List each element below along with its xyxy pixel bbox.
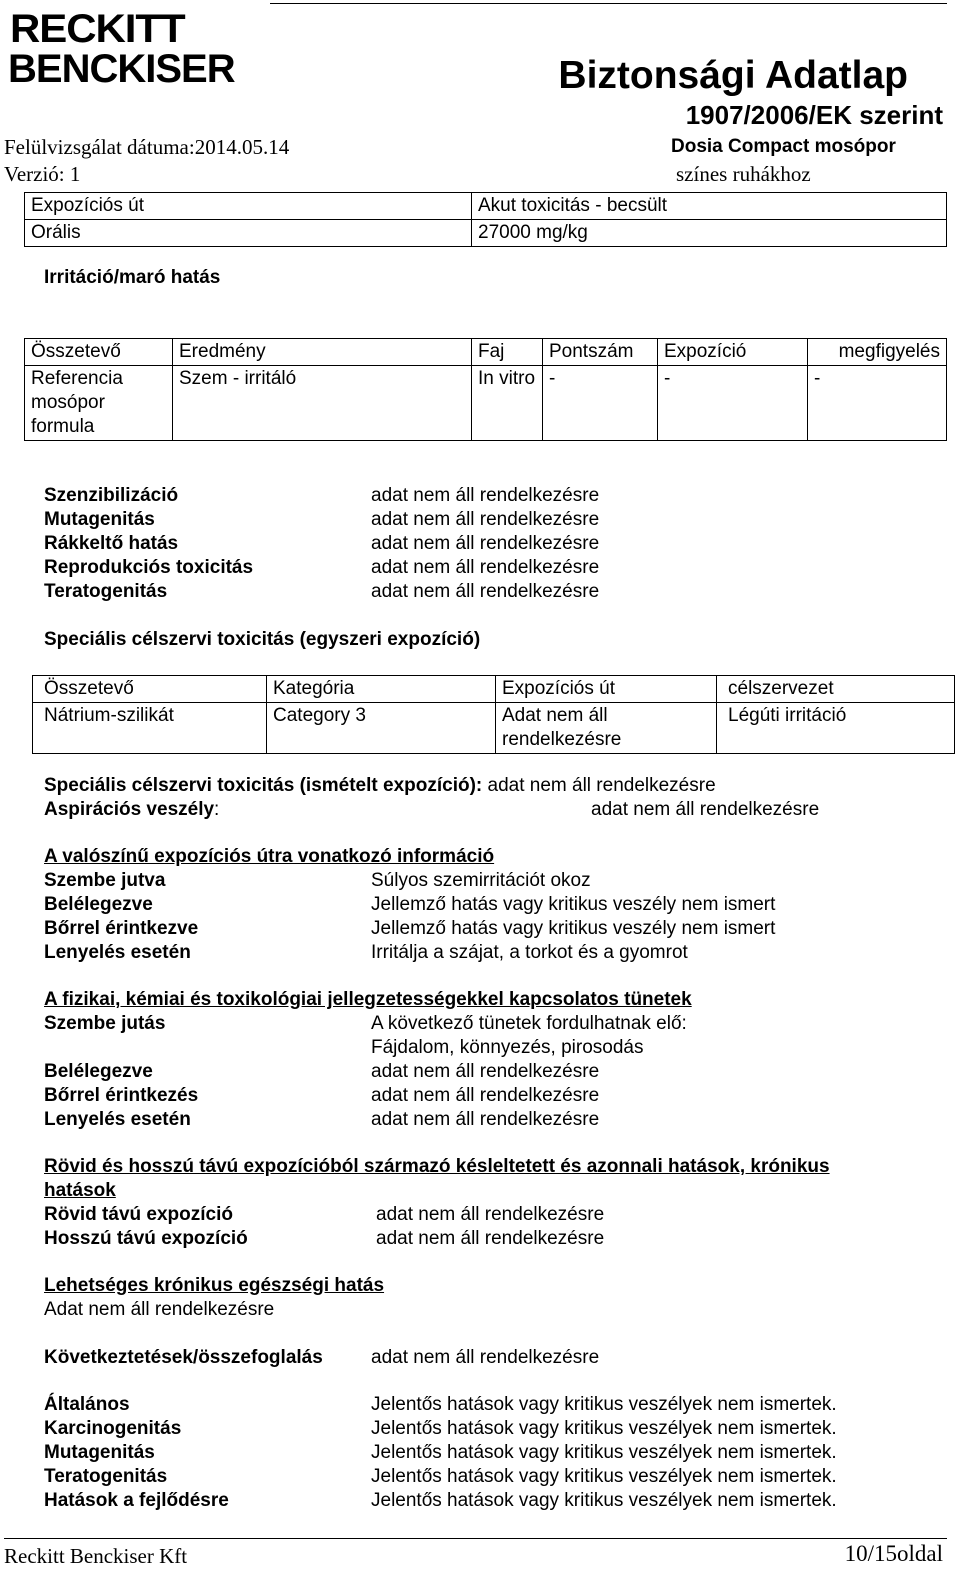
stot-header-category: Kategória	[267, 676, 496, 703]
aspiration-colon: :	[214, 799, 220, 820]
conclusion-value: adat nem áll rendelkezésre	[371, 1347, 600, 1368]
aspiration-line	[44, 798, 219, 822]
stot-target: Légúti irritáció	[717, 703, 955, 754]
delayed-heading: Rövid és hosszú távú expozícióból származó késleltetett és azonnali hatások, krónikus	[44, 1156, 830, 1177]
irritation-data-row	[25, 366, 947, 441]
chronic-value: Adat nem áll rendelkezésre	[44, 1299, 275, 1320]
stot-header-row	[33, 676, 955, 703]
stot-header-component: Összetevő	[33, 676, 267, 703]
general-label: Karcinogenitás	[44, 1418, 182, 1439]
stot-header-target: célszervezet	[717, 676, 955, 703]
stot-category: Category 3	[267, 703, 496, 754]
route-label: Bőrrel érintkezve	[44, 918, 199, 939]
stot-repeat-line	[44, 774, 716, 798]
stot-repeat-value: adat nem áll rendelkezésre	[487, 775, 716, 796]
regulation-reference: 1907/2006/EK szerint	[685, 100, 943, 130]
general-value: Jelentős hatások vagy kritikus veszélyek nem ismertek.	[371, 1418, 837, 1439]
symptom-value: A következő tünetek fordulhatnak elő:	[371, 1013, 687, 1034]
route-label: Lenyelés esetén	[44, 942, 191, 963]
aspiration-label: Aspirációs veszély	[44, 799, 215, 820]
irritation-exposure: -	[658, 366, 808, 441]
footer-rule	[4, 1538, 947, 1539]
document-title: Biztonsági Adatlap	[558, 54, 908, 97]
general-label: Hatások a fejlődésre	[44, 1490, 229, 1511]
review-date: Felülvizsgálat dátuma:2014.05.14	[4, 135, 290, 159]
acute-toxicity-table	[24, 192, 947, 247]
version: Verzió: 1	[4, 162, 81, 186]
symptom-value: adat nem áll rendelkezésre	[371, 1109, 600, 1130]
symptom-value: adat nem áll rendelkezésre	[371, 1085, 600, 1106]
stot-single-heading: Speciális célszervi toxicitás (egyszeri expozíció)	[44, 629, 481, 650]
endpoint-value: adat nem áll rendelkezésre	[371, 557, 600, 578]
route-value: Irritálja a szájat, a torkot és a gyomrot	[371, 942, 688, 963]
irritation-header-score: Pontszám	[543, 339, 658, 366]
delayed-label: Rövid távú expozíció	[44, 1204, 233, 1225]
acute-header-estimate: Akut toxicitás - becsült	[472, 193, 947, 220]
page-number: 10/15oldal	[844, 1541, 943, 1566]
stot-single-table	[32, 675, 955, 754]
general-value: Jelentős hatások vagy kritikus veszélyek nem ismertek.	[371, 1490, 837, 1511]
endpoint-label: Reprodukciós toxicitás	[44, 557, 254, 578]
product-name: Dosia Compact mosópor	[671, 136, 896, 157]
irritation-header-row	[25, 339, 947, 366]
endpoint-value: adat nem áll rendelkezésre	[371, 485, 600, 506]
endpoint-label: Mutagenitás	[44, 509, 155, 530]
delayed-value: adat nem áll rendelkezésre	[376, 1204, 605, 1225]
route-value: Súlyos szemirritációt okoz	[371, 870, 591, 891]
stot-component: Nátrium-szilikát	[33, 703, 267, 754]
general-value: Jelentős hatások vagy kritikus veszélyek nem ismertek.	[371, 1394, 837, 1415]
general-label: Mutagenitás	[44, 1442, 155, 1463]
general-label: Teratogenitás	[44, 1466, 168, 1487]
general-label: Általános	[44, 1394, 130, 1415]
irritation-score: -	[543, 366, 658, 441]
acute-header-route: Expozíciós út	[25, 193, 472, 220]
route-value: Jellemző hatás vagy kritikus veszély nem ismert	[371, 894, 776, 915]
symptom-label: Szembe jutás	[44, 1013, 166, 1034]
general-value: Jelentős hatások vagy kritikus veszélyek nem ismertek.	[371, 1466, 837, 1487]
irritation-species: In vitro	[472, 366, 543, 441]
aspiration-value: adat nem áll rendelkezésre	[591, 799, 820, 820]
route-label: Belélegezve	[44, 894, 153, 915]
routes-heading: A valószínű expozíciós útra vonatkozó információ	[44, 846, 495, 867]
route-label: Szembe jutva	[44, 870, 166, 891]
stot-data-row	[33, 703, 955, 754]
acute-value-route: Orális	[25, 220, 472, 247]
endpoint-value: adat nem áll rendelkezésre	[371, 509, 600, 530]
stot-repeat-label: Speciális célszervi toxicitás (ismételt expozíció):	[44, 775, 483, 796]
product-variant: színes ruhákhoz	[676, 162, 811, 186]
irritation-observation: -	[808, 366, 947, 441]
conclusion-label: Következtetések/összefoglalás	[44, 1347, 323, 1368]
irritation-header-species: Faj	[472, 339, 543, 366]
symptom-label: Lenyelés esetén	[44, 1109, 191, 1130]
endpoint-label: Szenzibilizáció	[44, 485, 179, 506]
irritation-header-result: Eredmény	[173, 339, 472, 366]
symptom-label: Bőrrel érintkezés	[44, 1085, 199, 1106]
irritation-table	[24, 338, 947, 441]
company-logo	[8, 8, 240, 92]
stot-route: Adat nem áll rendelkezésre	[496, 703, 717, 754]
symptom-value-detail: Fájdalom, könnyezés, pirosodás	[371, 1037, 644, 1058]
delayed-heading-cont: hatások	[44, 1180, 116, 1201]
route-value: Jellemző hatás vagy kritikus veszély nem ismert	[371, 918, 776, 939]
symptoms-heading: A fizikai, kémiai és toxikológiai jellegzetességekkel kapcsolatos tünetek	[44, 989, 692, 1010]
acute-value-estimate: 27000 mg/kg	[472, 220, 947, 247]
symptom-value: adat nem áll rendelkezésre	[371, 1061, 600, 1082]
endpoint-value: adat nem áll rendelkezésre	[371, 581, 600, 602]
logo-line-1: RECKITT	[10, 7, 185, 51]
endpoint-value: adat nem áll rendelkezésre	[371, 533, 600, 554]
endpoint-label: Rákkeltő hatás	[44, 533, 179, 554]
logo-line-2: BENCKISER	[8, 47, 235, 91]
irritation-header-observation: megfigyelés	[808, 339, 947, 366]
footer-company: Reckitt Benckiser Kft	[4, 1544, 188, 1568]
irritation-header-component: Összetevő	[25, 339, 173, 366]
irritation-header-exposure: Expozíció	[658, 339, 808, 366]
irritation-result: Szem - irritáló	[173, 366, 472, 441]
delayed-label: Hosszú távú expozíció	[44, 1228, 248, 1249]
stot-header-route: Expozíciós út	[496, 676, 717, 703]
endpoint-label: Teratogenitás	[44, 581, 168, 602]
symptom-label: Belélegezve	[44, 1061, 153, 1082]
delayed-value: adat nem áll rendelkezésre	[376, 1228, 605, 1249]
irritation-heading: Irritáció/maró hatás	[44, 267, 221, 288]
chronic-heading: Lehetséges krónikus egészségi hatás	[44, 1275, 385, 1296]
general-value: Jelentős hatások vagy kritikus veszélyek nem ismertek.	[371, 1442, 837, 1463]
irritation-component: Referencia mosópor formula	[25, 366, 173, 441]
